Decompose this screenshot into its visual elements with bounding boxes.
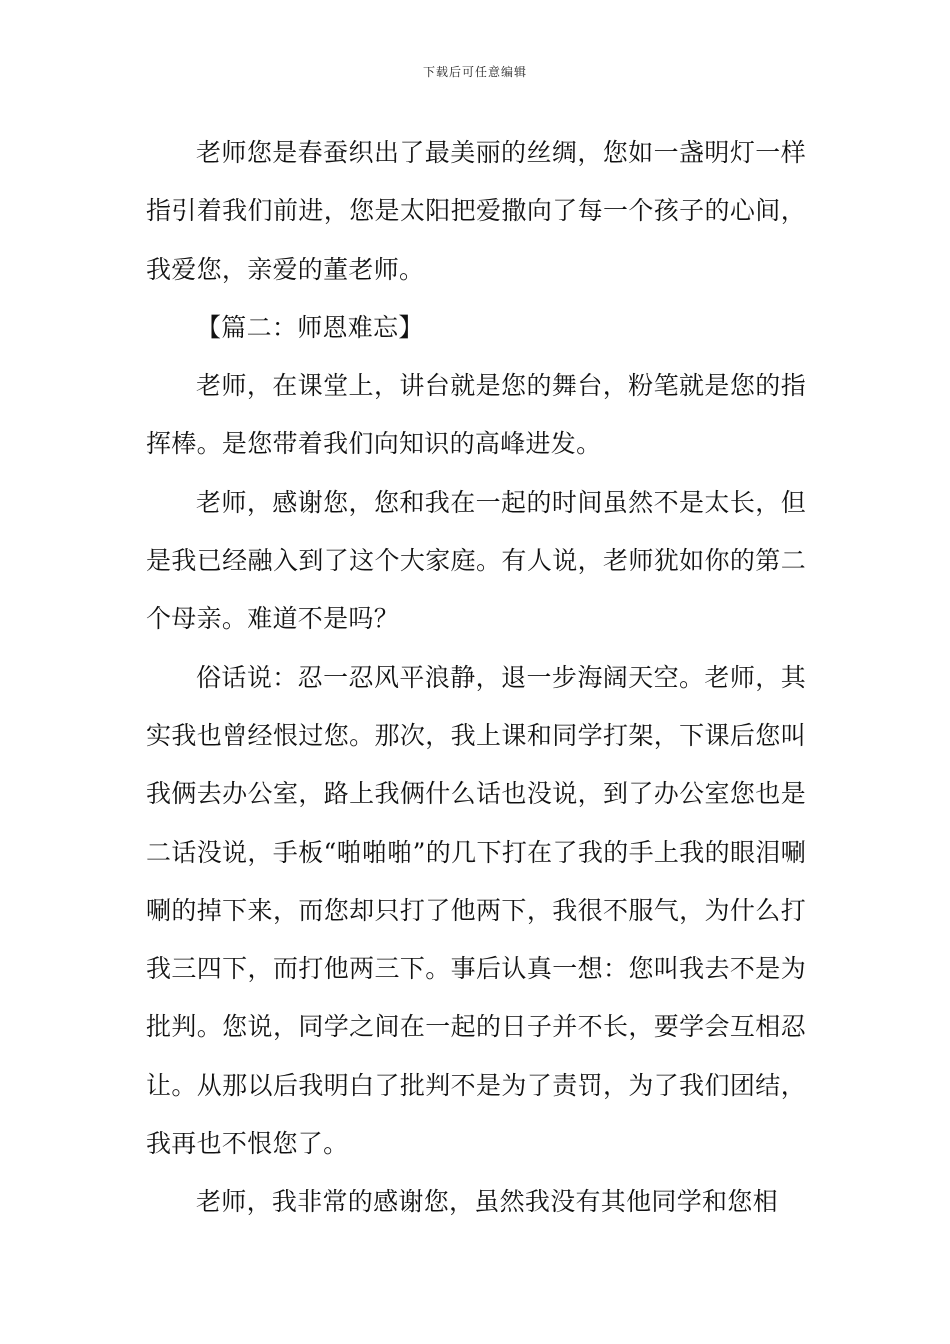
- paragraph-3: 老师，感谢您，您和我在一起的时间虽然不是太长，但是我已经融入到了这个大家庭。有人说，老师犹如你的第二个母亲。难道不是吗？: [146, 487, 806, 634]
- page-header: 下载后可任意编辑: [422, 65, 527, 79]
- section-heading: 【篇二：师恩难忘】: [196, 312, 424, 342]
- document-body: [146, 124, 806, 1232]
- paragraph-2: 老师，在课堂上，讲台就是您的舞台，粉笔就是您的指挥棒。是您带着我们向知识的高峰进发。: [146, 371, 806, 459]
- paragraph-5: 老师，我非常的感谢您，虽然我没有其他同学和您相: [196, 1187, 778, 1217]
- paragraph-1: 老师您是春蚕织出了最美丽的丝绸，您如一盏明灯一样指引着我们前进，您是太阳把爱撒向了每一个孩子的心间，我爱您，亲爱的董老师。: [146, 138, 806, 284]
- paragraph-4: 俗话说：忍一忍风平浪静，退一步海阔天空。老师，其实我也曾经恨过您。那次，我上课和同学打架，下课后您叫我俩去办公室，路上我俩什么话也没说，到了办公室您也是二话没说，手板“啪啪啪”的几下打在了我的手上我的眼泪唰唰的掉下来，而您却只打了他两下，我很不服气，为什么打我三四下，而打他两三下。事后认真一想：您叫我去不是为批判。您说，同学之间在一起的日子并不长，要学会互相忍让。从那以后我明白了批判不是为了责罚，为了我们团结，我再也不恨您了。: [146, 662, 806, 1159]
